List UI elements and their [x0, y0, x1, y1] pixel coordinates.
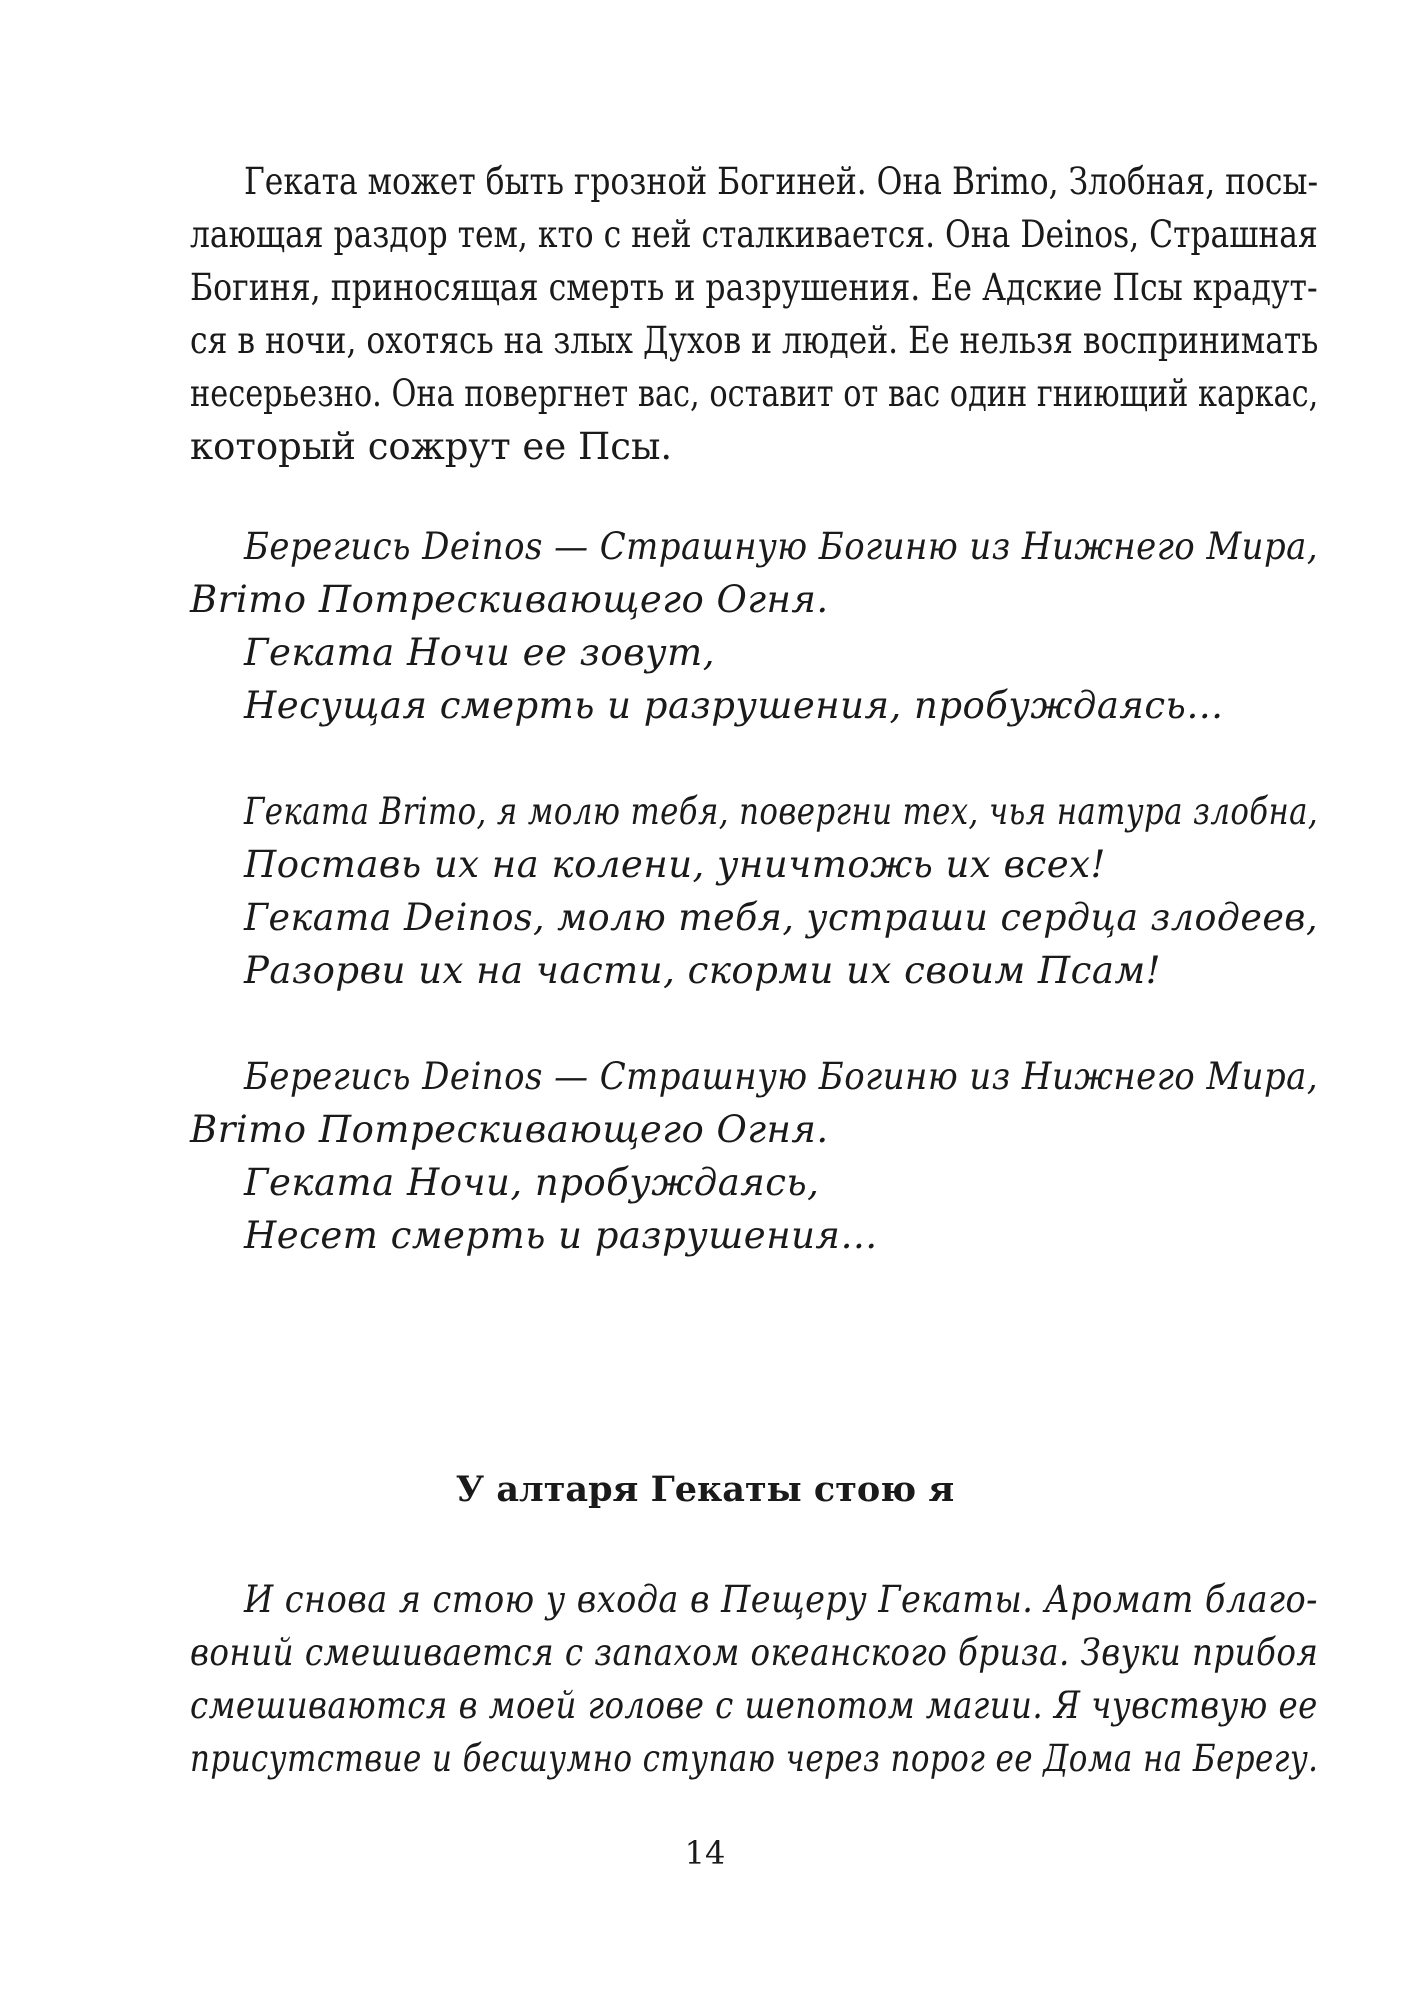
- section-heading: У алтаря Гекаты стою я: [455, 1469, 955, 1510]
- paragraph-line: Геката может быть грозной Богиней. Она Brimo, Злобная, посы-: [244, 160, 1319, 203]
- paragraph-line: воний смешивается с запахом океанского бриза. Звуки прибоя: [190, 1631, 1319, 1674]
- paragraph-line: Богиня, приносящая смерть и разрушения. Ее Адские Псы крадут-: [190, 266, 1318, 309]
- verse-line: Берегись Deinos — Страшную Богиню из Нижнего Мира,: [244, 1055, 1319, 1098]
- verse-line: Берегись Deinos — Страшную Богиню из Нижнего Мира,: [244, 525, 1319, 568]
- verse-line: Геката Ночи, пробуждаясь,: [244, 1161, 820, 1204]
- paragraph-line: И снова я стою у входа в Пещеру Гекаты. Аромат благо-: [244, 1578, 1318, 1621]
- verse-line: Геката Deinos, молю тебя, устраши сердца злодеев,: [244, 896, 1318, 939]
- verse-line: Несущая смерть и разрушения, пробуждаясь…: [244, 684, 1224, 727]
- verse-line: Несет смерть и разрушения…: [244, 1214, 878, 1257]
- verse-line: Brimo Потрескивающего Огня.: [190, 578, 829, 621]
- paragraph-line: присутствие и бесшумно ступаю через порог ее Дома на Берегу.: [190, 1737, 1319, 1780]
- paragraph-line: ся в ночи, охотясь на злых Духов и людей. Ее нельзя воспринимать: [190, 319, 1319, 362]
- paragraph-line: который сожрут ее Псы.: [190, 425, 673, 468]
- verse-line: Поставь их на колени, уничтожь их всех!: [244, 843, 1106, 886]
- page-number: 14: [684, 1834, 726, 1872]
- paragraph-line: лающая раздор тем, кто с ней сталкивается. Она Deinos, Страшная: [190, 213, 1318, 256]
- verse-line: Brimo Потрескивающего Огня.: [190, 1108, 829, 1151]
- verse-line: Геката Brimo, я молю тебя, повергни тех, чья натура злобна,: [244, 790, 1319, 833]
- verse-line: Разорви их на части, скорми их своим Псам!: [244, 949, 1162, 992]
- verse-line: Геката Ночи ее зовут,: [244, 631, 715, 674]
- paragraph-line: несерьезно. Она повергнет вас, оставит от вас один гниющий каркас,: [190, 372, 1319, 415]
- paragraph-line: смешиваются в моей голове с шепотом магии. Я чувствую ее: [190, 1684, 1318, 1727]
